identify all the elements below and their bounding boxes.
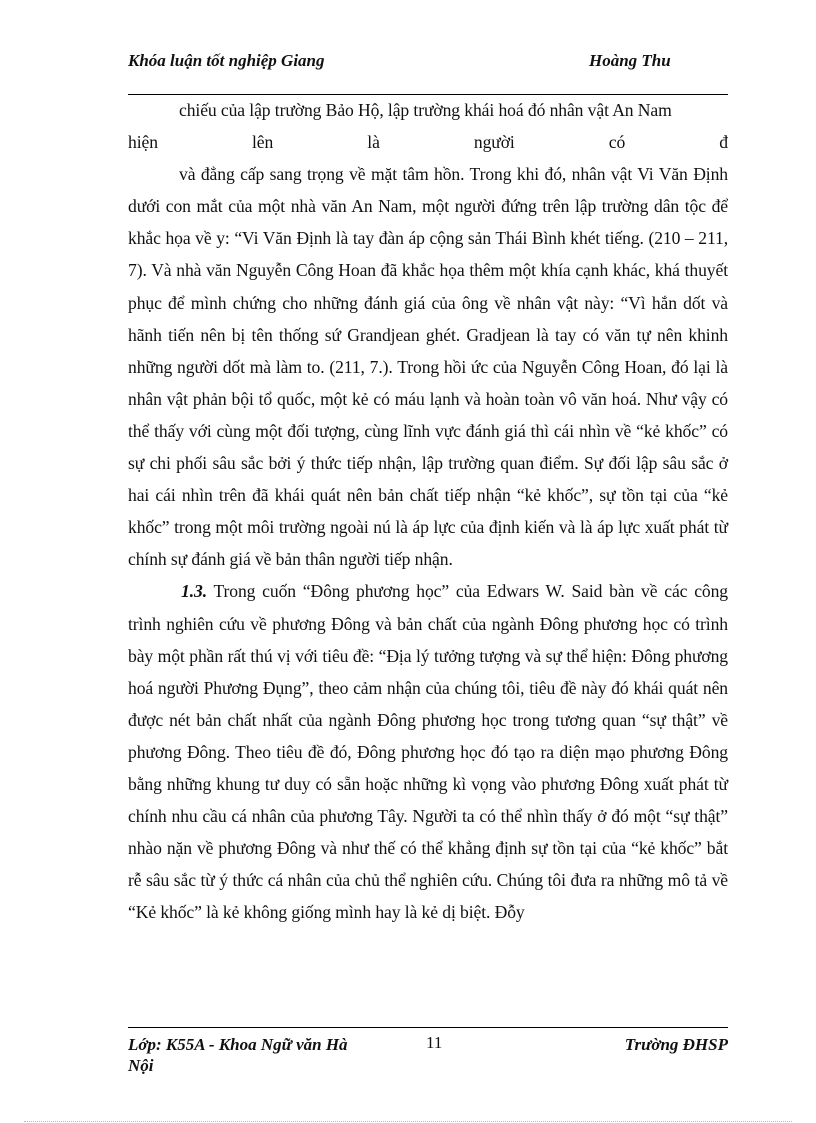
footer-university: Trường ĐHSP — [624, 1035, 728, 1054]
section-text: Trong cuốn “Đông phương học” của Edwars W. Said bàn về các công trình nghiên cứu về phương Đông và bản chất của ngành Đông phương học có trình bày một phần rất thú vị với tiêu đề: “Địa lý tưởng tượng và sự thể hiện: Đông phương hoá người Phương Đụng”, theo cảm nhận của chúng tôi, tiêu đề này đó khái quát nên được nét bản chất nhất của ngành Đông phương học trong tương quan “sự thật” về phương Đông. Theo tiêu đề đó, Đông phương học đó tạo ra diện mạo phương Đông bằng những khung tư duy có sẵn hoặc những kì vọng vào phương Đông xuất phát từ chính nhu cầu cá nhân của phương Tây. Người ta có thể nhìn thấy ở đó một “sự thật” nhào nặn về phương Đông và như thế có thể khẳng định sự tồn tại của “kẻ khốc” bắt rễ sâu sắc từ ý thức cá nhân của chủ thể nghiên cứu. Chúng tôi đưa ra những mô tả về “Kẻ khốc” là kẻ không giống mình hay là kẻ dị biệt. Đỗy — [128, 581, 728, 923]
page-number: 11 — [426, 1033, 443, 1052]
page-footer — [128, 1034, 728, 1084]
header-author-name: Hoàng Thu — [589, 51, 671, 70]
page-header — [128, 50, 728, 95]
paragraph-main: và đẳng cấp sang trọng về mặt tâm hồn. Trong khi đó, nhân vật Vi Văn Định dưới con mắt của một nhà văn An Nam, một người đứng trên lập trường dân tộc để khắc họa về y: “Vi Văn Định là tay đàn áp cộng sản Thái Bình khét tiếng. (210 – 211, 7). Và nhà văn Nguyễn Công Hoan đã khắc họa thêm một khía cạnh khác, khá thuyết phục để mình chứng cho những đánh giá của ông về nhân vật này: “Vì hắn dốt và hãnh tiến nên bị tên thống sứ Grandjean ghét. Gradjean là tay có văn tự nên khinh những người dốt mà làm to. (211, 7.). Trong hồi ức của Nguyễn Công Hoan, đó lại là nhân vật phản bội tổ quốc, một kẻ có máu lạnh và hoàn toàn vô văn hoá. Như vậy có thể thấy với cùng một đối tượng, cùng lĩnh vực đánh giá thì cái nhìn về “kẻ khốc” có sự chi phối sâu sắc bởi ý thức tiếp nhận, lập trường quan điểm. Sự đối lập sâu sắc ở hai cái nhìn trên đã khái quát nên bản chất tiếp nhận “kẻ khốc”, sự tồn tại của “kẻ khốc” trong một môi trường ngoài nú là áp lực của định kiến và là áp lực xuất phát từ chính sự đánh giá về bản thân người tiếp nhận. — [128, 164, 728, 570]
page-edge-divider — [24, 1121, 792, 1122]
document-body — [128, 94, 728, 928]
section-number: 1.3. — [181, 581, 207, 602]
paragraph-broken-line: hiện lên là người có đ — [128, 132, 728, 153]
footer-class-info: Lớp: K55A - Khoa Ngữ văn Hà Nội — [128, 1035, 348, 1075]
header-thesis-title: Khóa luận tốt nghiệp Giang — [128, 51, 325, 70]
footer-divider — [128, 1027, 728, 1028]
section-paragraph — [128, 575, 728, 928]
paragraph-continuation: chiếu của lập trường Bảo Hộ, lập trường khái hoá đó nhân vật An Nam — [179, 100, 672, 120]
